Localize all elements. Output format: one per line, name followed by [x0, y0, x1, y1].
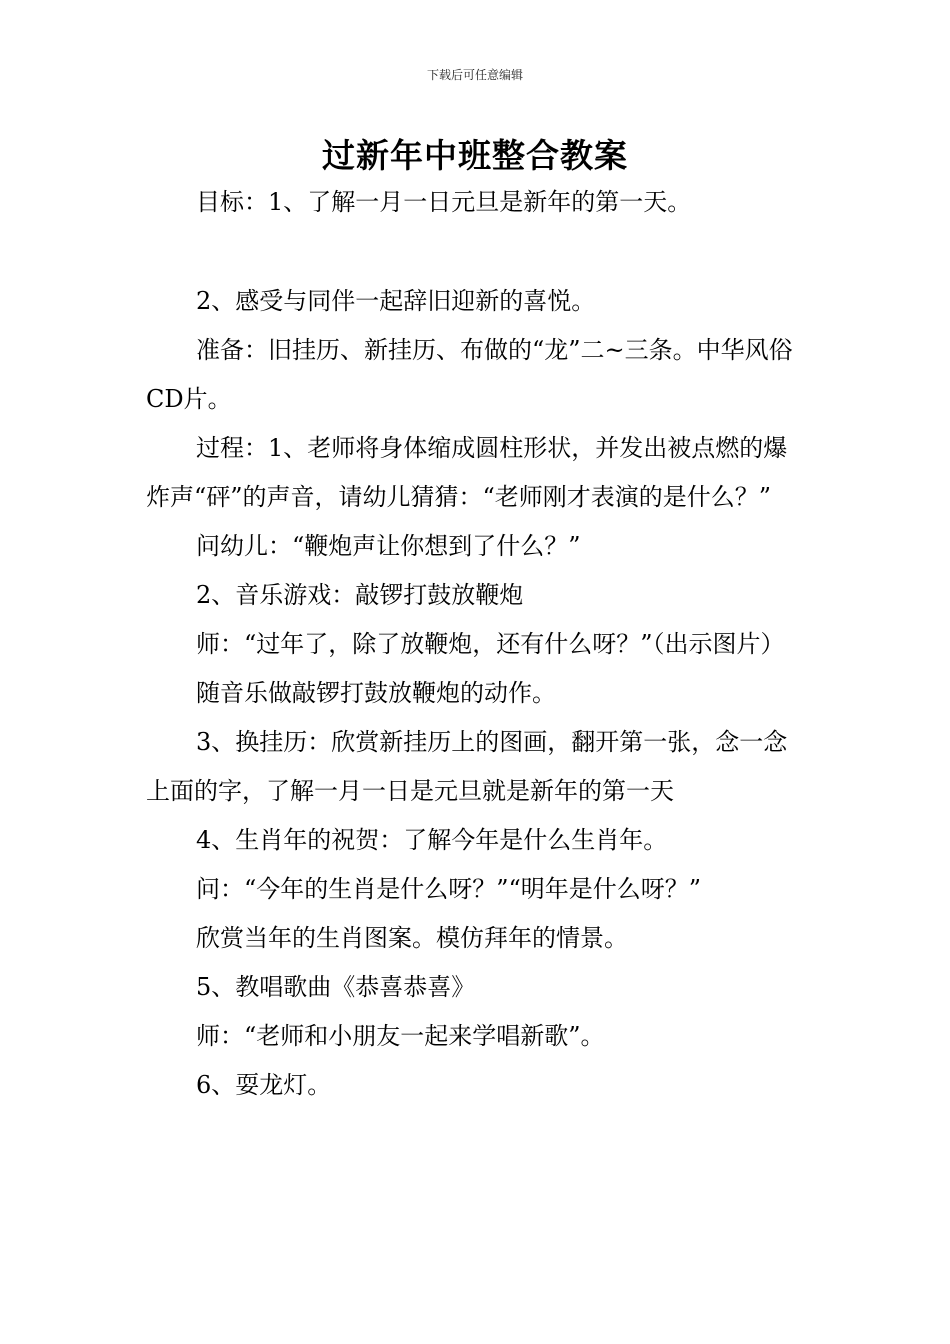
paragraph-music-game: 2、音乐游戏：敲锣打鼓放鞭炮 — [196, 581, 524, 609]
paragraph-zodiac: 4、生肖年的祝贺：了解今年是什么生肖年。 — [196, 826, 668, 854]
document-title: 过新年中班整合教案 — [322, 136, 628, 175]
paragraph-teacher-2: 师：“老师和小朋友一起来学唱新歌”。 — [196, 1022, 605, 1050]
paragraph-preparation: 准备：旧挂历、新挂历、布做的“龙”二~三条。中华风俗CD片。 — [146, 336, 793, 413]
paragraph-process-1: 过程：1、老师将身体缩成圆柱形状，并发出被点燃的爆炸声“砰”的声音，请幼儿猜猜：“老师刚才表演的是什么？” — [146, 434, 788, 511]
paragraph-question: 问幼儿：“鞭炮声让你想到了什么？” — [196, 532, 581, 560]
blank-line — [146, 227, 806, 277]
paragraph-goal-2: 2、感受与同伴一起辞旧迎新的喜悦。 — [196, 287, 596, 315]
paragraph-goal-1: 目标：1、了解一月一日元旦是新年的第一天。 — [196, 188, 692, 216]
paragraph-calendar: 3、换挂历：欣赏新挂历上的图画，翻开第一张，念一念上面的字，了解一月一日是元旦就是新年的第一天 — [146, 728, 788, 805]
paragraph-zodiac-question: 问：“今年的生肖是什么呀？”“明年是什么呀？” — [196, 875, 702, 903]
paragraph-teacher-1: 师：“过年了，除了放鞭炮，还有什么呀？”（出示图片） — [196, 630, 785, 658]
page-header: 下载后可任意编辑 — [426, 68, 523, 82]
paragraph-actions: 随音乐做敲锣打鼓放鞭炮的动作。 — [196, 679, 556, 707]
paragraph-song: 5、教唱歌曲《恭喜恭喜》 — [196, 973, 476, 1001]
paragraph-dragon-lantern: 6、耍龙灯。 — [196, 1071, 332, 1099]
document-body — [146, 178, 806, 1110]
paragraph-appreciate: 欣赏当年的生肖图案。模仿拜年的情景。 — [196, 924, 628, 952]
